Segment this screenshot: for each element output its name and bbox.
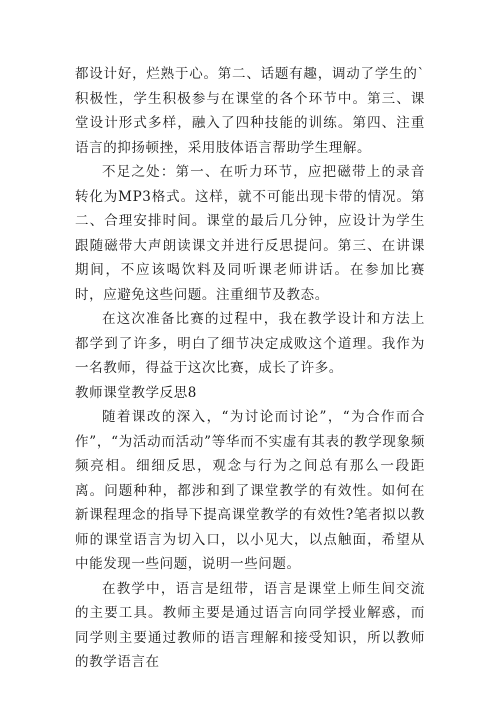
paragraph-summary: 在这次准备比赛的过程中，我在教学设计和方法上都学到了许多，明白了细节决定成败这个道理。我作为一名教师，得益于这次比赛，成长了许多。 [75, 311, 425, 376]
paragraph-language: 在教学中，语言是纽带，语言是课堂上师生间交流的主要工具。教师主要是通过语言向同学授业解惑，而同学则主要通过教师的语言理解和接受知识，所以教师的教学语言在 [75, 580, 425, 670]
paragraph-reform: 随着课改的深入，“为讨论而讨论”，“为合作而合作”，“为活动而活动”等华而不实虚有其表的教学现象频频亮相。细细反思，观念与行为之间总有那么一段距离。问题种种，都涉和到了课堂教学的有效性。如何在新课程理念的指导下提高课堂教学的有效性?笔者拟以教师的课堂语言为切入口，以小见大，以点触面，希望从中能发现一些问题，说明一些问题。 [75, 409, 425, 572]
section-heading: 教师课堂教学反思8 [75, 384, 197, 401]
paragraph-continued: 都设计好，烂熟于心。第二、话题有趣，调动了学生的`积极性，学生积极参与在课堂的各个环节中。第三、课堂设计形式多样，融入了四种技能的训练。第四、注重语言的抑扬顿挫，采用肢体语言帮助学生理解。 [75, 66, 425, 156]
paragraph-shortcomings: 不足之处：第一、在听力环节，应把磁带上的录音转化为MP3格式。这样，就不可能出现卡带的情况。第二、合理安排时间。课堂的最后几分钟，应设计为学生跟随磁带大声朗读课文并进行反思提问。第三、在讲课期间，不应该喝饮料及同听课老师讲话。在参加比赛时，应避免这些问题。注重细节及教态。 [75, 164, 425, 303]
document-body [75, 62, 425, 675]
